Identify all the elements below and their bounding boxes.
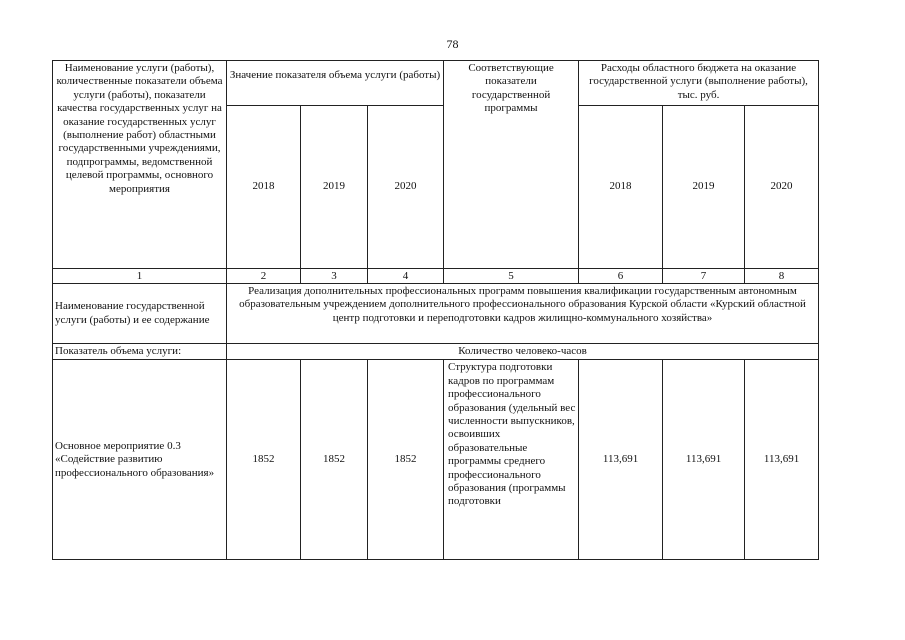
column-index: 4 [368,269,444,284]
budget-table [52,60,819,560]
volume-2019: 1852 [301,360,368,560]
indicator-label: Показатель объема услуги: [53,344,227,360]
column-index: 6 [579,269,663,284]
expense-2020: 113,691 [745,360,819,560]
column-index: 8 [745,269,819,284]
column-index: 2 [227,269,301,284]
column-index: 1 [53,269,227,284]
expense-2019: 113,691 [663,360,745,560]
expense-2018: 113,691 [579,360,663,560]
service-label: Наименование государственной услуги (работы) и ее содержание [53,284,227,344]
main-activity-label: Основное мероприятие 0.3 «Содействие развитию профессионального образования» [53,360,227,560]
year-budget-2018: 2018 [579,106,663,269]
column-index: 5 [444,269,579,284]
header-service-name: Наименование услуги (работы), количественные показатели объема услуги (работы), показатели качества государственных услуг на оказание государственных услуг (выполнение работ) областными государственными учреждениями, подпрограммы, ведомственной целевой программы, основного мероприятия [53,61,227,269]
column-index-row [53,269,819,284]
volume-2020: 1852 [368,360,444,560]
year-volume-2019: 2019 [301,106,368,269]
header-volume-group: Значение показателя объема услуги (работы) [227,61,444,106]
volume-2018: 1852 [227,360,301,560]
header-program-indicators: Соответствующие показатели государственной программы [444,61,579,269]
column-index: 7 [663,269,745,284]
header-budget-group: Расходы областного бюджета на оказание государственной услуги (выполнение работы), тыс. руб. [579,61,819,106]
year-volume-2018: 2018 [227,106,301,269]
page-number: 78 [446,37,459,51]
year-volume-2020: 2020 [368,106,444,269]
service-description: Реализация дополнительных профессиональных программ повышения квалификации государственным автономным образовательным учреждением дополнительного профессионального образования Курской области «Курский областной центр подготовки и переподготовки кадров жилищно-коммунального хозяйства» [227,284,819,344]
program-indicator-text: Структура подготовки кадров по программам профессионального образования (удельный вес численности выпускников, освоивших образовательные программы среднего профессионального образования (программы подготовки [444,360,579,560]
indicator-value: Количество человеко-часов [227,344,819,360]
year-budget-2020: 2020 [745,106,819,269]
column-index: 3 [301,269,368,284]
year-budget-2019: 2019 [663,106,745,269]
